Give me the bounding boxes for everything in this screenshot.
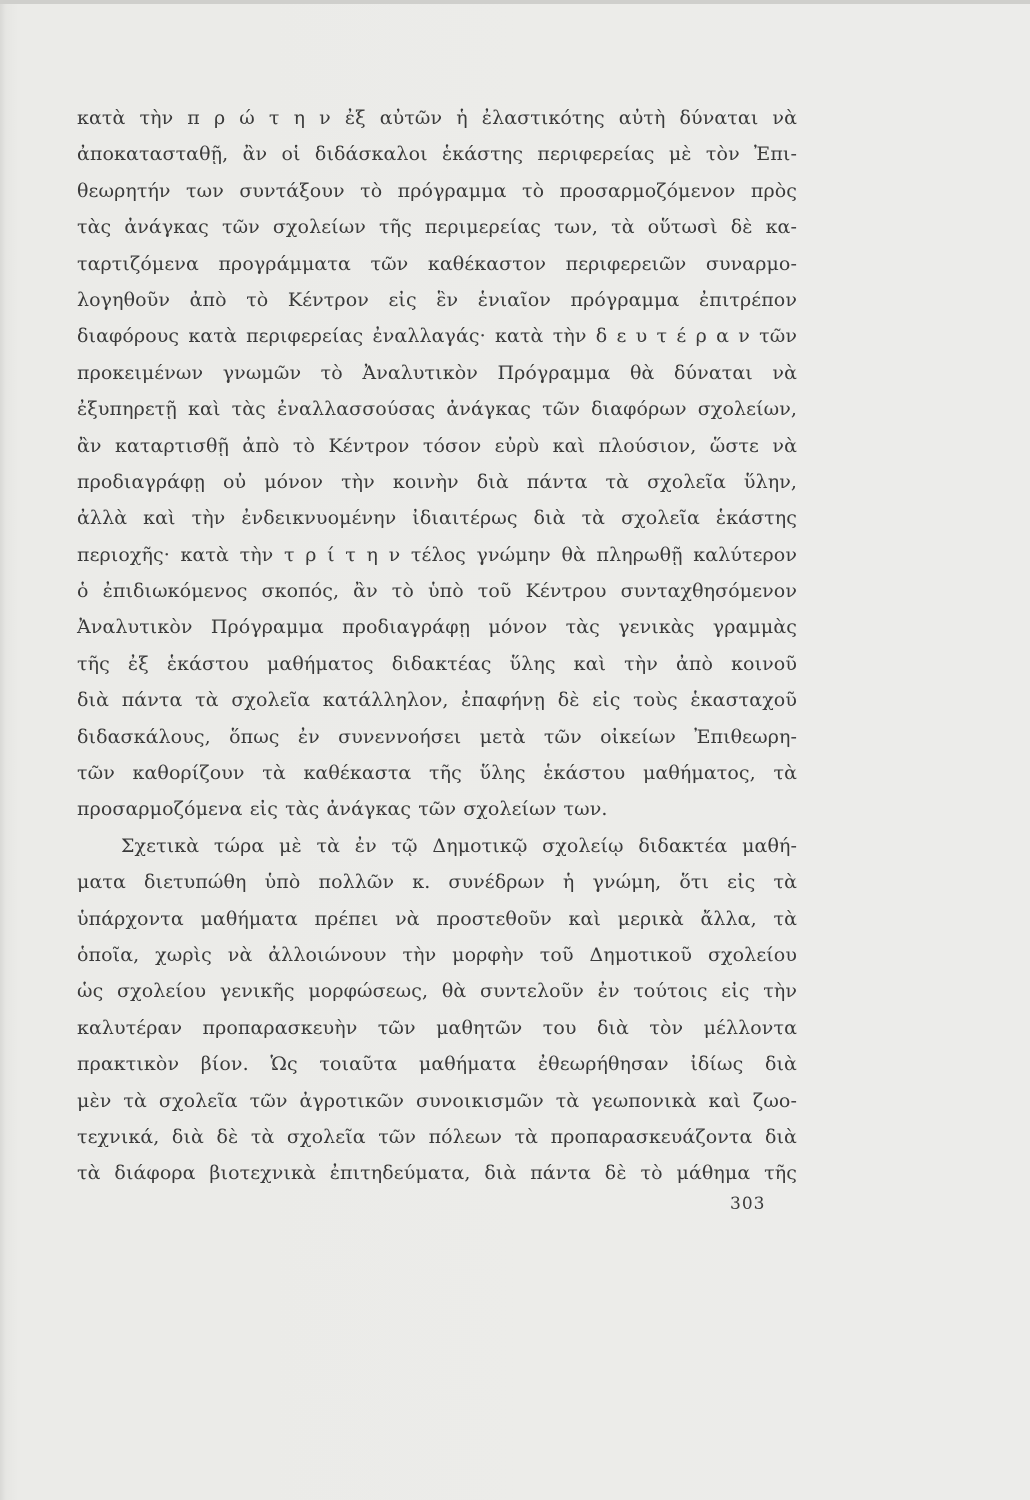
text-line: κατὰ τὴν π ρ ώ τ η ν ἐξ αὐτῶν ἡ ἐλαστικότης αὐτὴ δύναται νὰ <box>77 107 797 129</box>
text-line: ἀποκατασταθῇ, ἂν οἱ διδάσκαλοι ἑκάστης περιφερείας μὲ τὸν Ἐπι- <box>77 143 797 166</box>
text-line: ὁ ἐπιδιωκόμενος σκοπός, ἂν τὸ ὑπὸ τοῦ Κέντρου συνταχθησόμενον <box>77 580 797 603</box>
text-line: Σχετικὰ τώρα μὲ τὰ ἐν τῷ Δημοτικῷ σχολείῳ διδακτέα μαθή- <box>121 834 797 857</box>
text-line: ἂν καταρτισθῇ ἀπὸ τὸ Κέντρον τόσον εὐρὺ καὶ πλούσιον, ὥστε νὰ <box>77 434 797 457</box>
text-line: ἐξυπηρετῇ καὶ τὰς ἐναλλασσούσας ἀνάγκας τῶν διαφόρων σχολείων, <box>77 398 797 421</box>
text-line: ἀλλὰ καὶ τὴν ἐνδεικνυομένην ἰδιαιτέρως διὰ τὰ σχολεῖα ἑκάστης <box>77 507 797 530</box>
page-top-edge <box>0 0 1030 4</box>
text-line: μὲν τὰ σχολεῖα τῶν ἀγροτικῶν συνοικισμῶν τὰ γεωπονικὰ καὶ ζωο- <box>77 1089 797 1112</box>
text-line: τεχνικά, διὰ δὲ τὰ σχολεῖα τῶν πόλεων τὰ προπαρασκευάζοντα διὰ <box>77 1125 797 1148</box>
text-line: τῶν καθορίζουν τὰ καθέκαστα τῆς ὕλης ἑκάστου μαθήματος, τὰ <box>77 762 797 785</box>
body-text <box>77 100 797 1192</box>
text-line: διὰ πάντα τὰ σχολεῖα κατάλληλον, ἐπαφήνῃ δὲ εἰς τοὺς ἑκασταχοῦ <box>77 689 797 712</box>
text-line: ταρτιζόμενα προγράμματα τῶν καθέκαστον περιφερειῶν συναρμο- <box>77 252 797 275</box>
text-line: τῆς ἐξ ἑκάστου μαθήματος διδακτέας ὕλης καὶ τὴν ἀπὸ κοινοῦ <box>77 652 797 675</box>
text-line: προκειμένων γνωμῶν τὸ Ἀναλυτικὸν Πρόγραμμα θὰ δύναται νὰ <box>77 361 797 384</box>
paragraph-1 <box>77 100 797 828</box>
text-line: ὑπάρχοντα μαθήματα πρέπει νὰ προστεθοῦν καὶ μερικὰ ἄλλα, τὰ <box>77 907 797 930</box>
text-line: τὰς ἀνάγκας τῶν σχολείων τῆς περιμερείας των, τὰ οὕτωσὶ δὲ κα- <box>77 216 797 239</box>
paragraph-2 <box>77 828 797 1192</box>
text-line: ὁποῖα, χωρὶς νὰ ἀλλοιώνουν τὴν μορφὴν τοῦ Δημοτικοῦ σχολείου <box>77 943 797 966</box>
page-number: 303 <box>730 1194 766 1214</box>
text-line: καλυτέραν προπαρασκευὴν τῶν μαθητῶν του διὰ τὸν μέλλοντα <box>77 1016 797 1039</box>
text-line: διδασκάλους, ὅπως ἐν συνεννοήσει μετὰ τῶν οἰκείων Ἐπιθεωρη- <box>77 725 797 748</box>
text-line: τὰ διάφορα βιοτεχνικὰ ἐπιτηδεύματα, διὰ πάντα δὲ τὸ μάθημα τῆς <box>77 1162 797 1185</box>
text-line: περιοχῆς· κατὰ τὴν τ ρ ί τ η ν τέλος γνώμην θὰ πληρωθῇ καλύτερον <box>77 543 797 566</box>
text-line: πρακτικὸν βίον. Ὡς τοιαῦτα μαθήματα ἐθεωρήθησαν ἰδίως διὰ <box>77 1053 797 1076</box>
text-line: θεωρητήν των συντάξουν τὸ πρόγραμμα τὸ προσαρμοζόμενον πρὸς <box>77 179 797 202</box>
text-line: ματα διετυπώθη ὑπὸ πολλῶν κ. συνέδρων ἡ γνώμη, ὅτι εἰς τὰ <box>77 871 797 894</box>
text-line: προδιαγράφῃ οὐ μόνον τὴν κοινὴν διὰ πάντα τὰ σχολεῖα ὕλην, <box>77 470 797 493</box>
text-line: διαφόρους κατὰ περιφερείας ἐναλλαγάς· κατὰ τὴν δ ε υ τ έ ρ α ν τῶν <box>77 325 797 348</box>
text-line: λογηθοῦν ἀπὸ τὸ Κέντρον εἰς ἓν ἑνιαῖον πρόγραμμα ἐπιτρέπον <box>77 288 797 311</box>
text-line: ὡς σχολείου γενικῆς μορφώσεως, θὰ συντελοῦν ἐν τούτοις εἰς τὴν <box>77 980 797 1003</box>
text-line: Ἀναλυτικὸν Πρόγραμμα προδιαγράφῃ μόνον τὰς γενικὰς γραμμὰς <box>77 616 797 639</box>
text-line: προσαρμοζόμενα εἰς τὰς ἀνάγκας τῶν σχολείων των. <box>77 798 608 821</box>
